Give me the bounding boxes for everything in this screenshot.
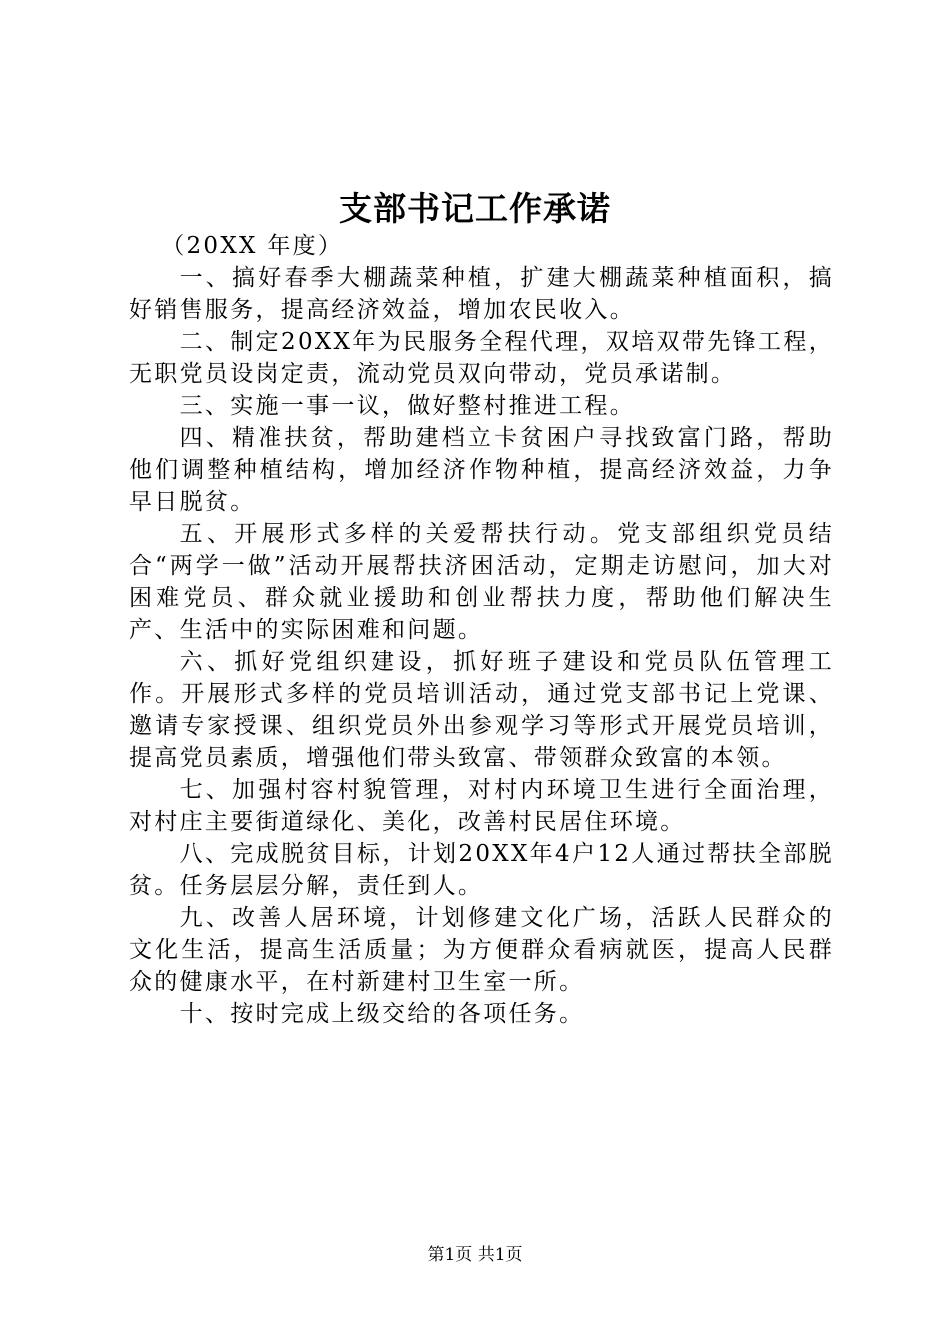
paragraph-3: 三、实施一事一议，做好整村推进工程。 <box>179 393 635 419</box>
paragraph-10: 十、按时完成上级交给的各项任务。 <box>179 1001 585 1027</box>
paragraph-7: 七、加强村容村貌管理，对村内环境卫生进行全面治理，对村庄主要街道绿化、美化，改善村民居住环境。 <box>129 777 834 835</box>
document-title: 支部书记工作承诺 <box>339 189 611 228</box>
paragraph-1: 一、搞好春季大棚蔬菜种植，扩建大棚蔬菜种植面积，搞好销售服务，提高经济效益，增加农民收入。 <box>129 265 834 323</box>
paragraph-4: 四、精准扶贫，帮助建档立卡贫困户寻找致富门路，帮助他们调整种植结构，增加经济作物种植，提高经济效益，力争早日脱贫。 <box>129 425 834 515</box>
paragraph-9: 九、改善人居环境，计划修建文化广场，活跃人民群众的文化生活，提高生活质量；为方便群众看病就医，提高人民群众的健康水平，在村新建村卫生室一所。 <box>129 905 834 995</box>
document-body <box>129 230 834 1030</box>
page-footer: 第1页 共1页 <box>427 1245 523 1265</box>
paragraph-2: 二、制定20XX年为民服务全程代理，双培双带先锋工程，无职党员设岗定责，流动党员双向带动，党员承诺制。 <box>129 329 834 387</box>
year-note: （20XX 年度） <box>161 233 344 259</box>
paragraph-5: 五、开展形式多样的关爱帮扶行动。党支部组织党员结合“两学一做”活动开展帮扶济困活动，定期走访慰问，加大对困难党员、群众就业援助和创业帮扶力度，帮助他们解决生产、生活中的实际困难和问题。 <box>129 521 834 643</box>
paragraph-6: 六、抓好党组织建设，抓好班子建设和党员队伍管理工作。开展形式多样的党员培训活动，通过党支部书记上党课、邀请专家授课、组织党员外出参观学习等形式开展党员培训，提高党员素质，增强他们带头致富、带领群众致富的本领。 <box>129 649 834 771</box>
paragraph-8: 八、完成脱贫目标，计划20XX年4户12人通过帮扶全部脱贫。任务层层分解，责任到人。 <box>129 841 834 899</box>
